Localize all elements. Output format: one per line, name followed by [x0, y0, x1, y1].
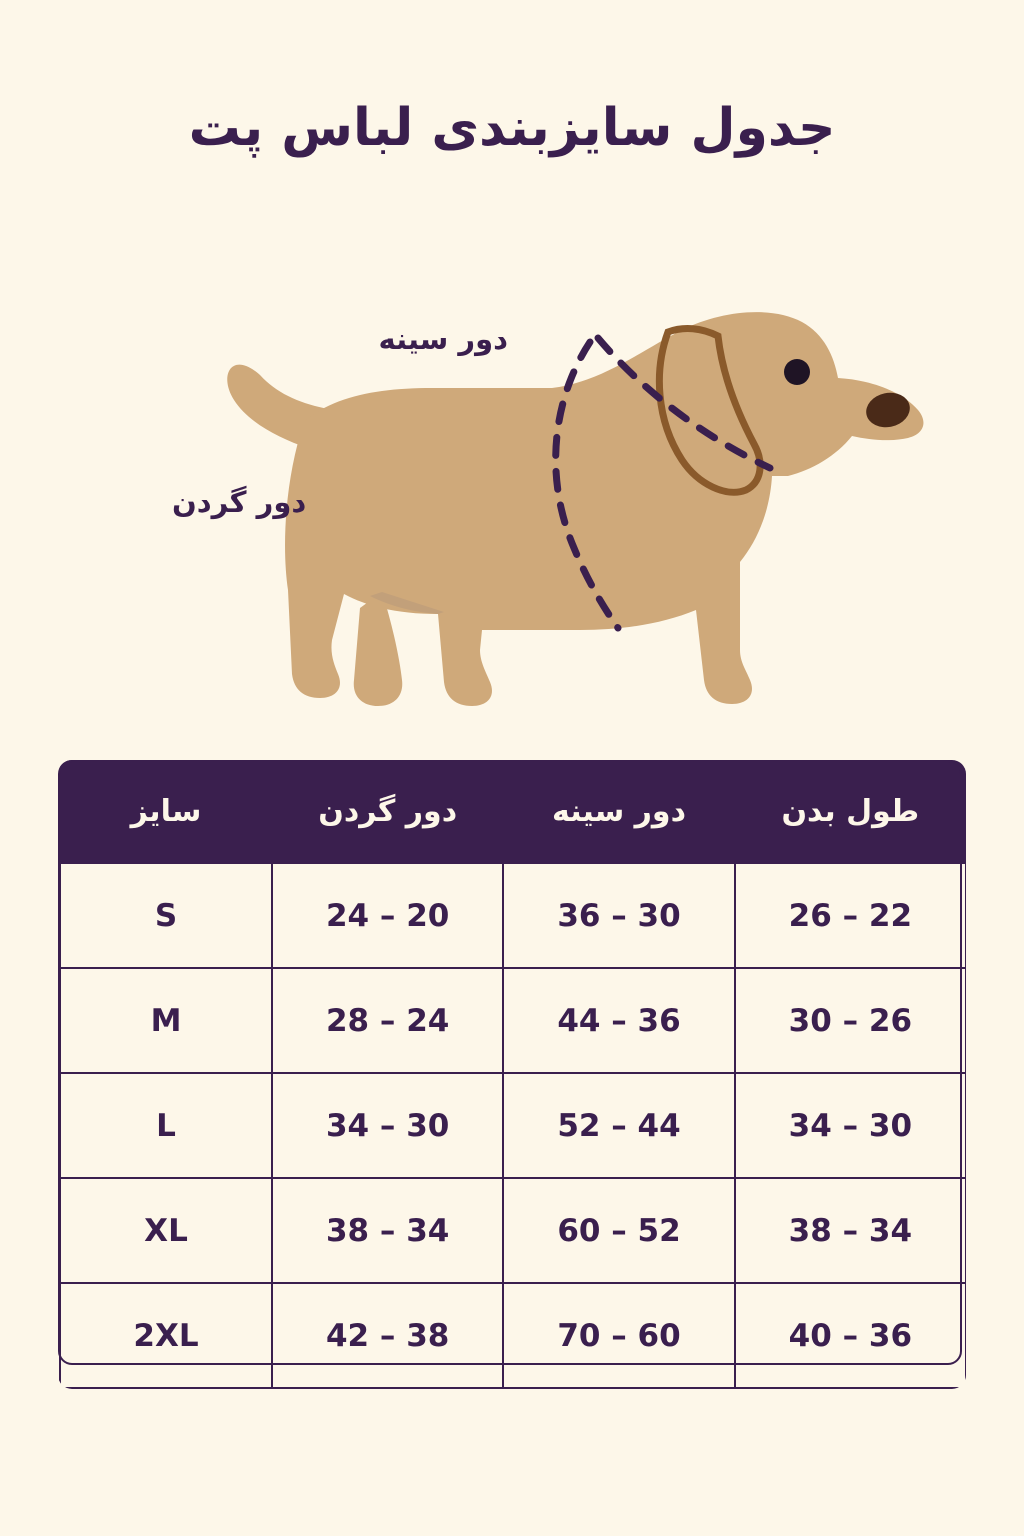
table-header-row [60, 760, 966, 863]
cell-neck: 38 – 42 [272, 1283, 503, 1388]
column-header-neck: دور گردن [272, 760, 503, 863]
cell-body-length: 34 – 38 [735, 1178, 966, 1283]
size-table [58, 760, 966, 1389]
table-row [60, 1073, 966, 1178]
cell-size: XL [60, 1178, 272, 1283]
table-row [60, 1283, 966, 1388]
cell-neck: 34 – 38 [272, 1178, 503, 1283]
cell-chest: 44 – 52 [503, 1073, 734, 1178]
cell-body-length: 36 – 40 [735, 1283, 966, 1388]
table-row [60, 863, 966, 968]
column-header-body-length: طول بدن [735, 760, 966, 863]
column-header-chest: دور سینه [503, 760, 734, 863]
dog-figure [82, 210, 942, 750]
column-header-size: سایز [60, 760, 272, 863]
neck-label: دور گردن [172, 485, 307, 519]
cell-size: S [60, 863, 272, 968]
cell-chest: 60 – 70 [503, 1283, 734, 1388]
table-row [60, 1178, 966, 1283]
cell-size: L [60, 1073, 272, 1178]
cell-size: 2XL [60, 1283, 272, 1388]
page-title: جدول سایزبندی لباس پت [188, 98, 836, 158]
table-row [60, 968, 966, 1073]
cell-chest: 36 – 44 [503, 968, 734, 1073]
cell-neck: 20 – 24 [272, 863, 503, 968]
cell-size: M [60, 968, 272, 1073]
cell-body-length: 22 – 26 [735, 863, 966, 968]
chest-label: دور سینه [378, 322, 508, 356]
size-table-head [60, 760, 966, 863]
cell-chest: 52 – 60 [503, 1178, 734, 1283]
cell-body-length: 30 – 34 [735, 1073, 966, 1178]
dog-eye [784, 359, 810, 385]
size-table-wrapper [58, 760, 966, 1389]
cell-body-length: 26 – 30 [735, 968, 966, 1073]
cell-chest: 30 – 36 [503, 863, 734, 968]
size-table-body [60, 863, 966, 1388]
cell-neck: 30 – 34 [272, 1073, 503, 1178]
dog-illustration [0, 210, 1024, 750]
cell-neck: 24 – 28 [272, 968, 503, 1073]
